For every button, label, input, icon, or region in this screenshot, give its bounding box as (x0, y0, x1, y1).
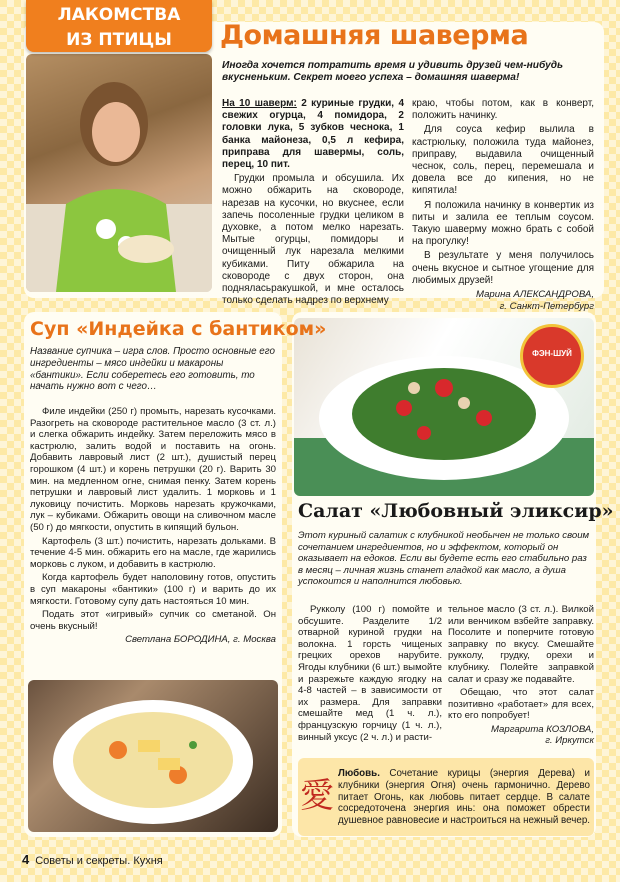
soup-p4: Подать этот «игривый» супчик со сметаной. Он очень вкусный! (30, 609, 276, 632)
soup-author: Светлана БОРОДИНА, г. Москва (125, 634, 276, 646)
magazine-name: Советы и секреты. Кухня (35, 855, 163, 867)
woman-illustration (26, 54, 212, 292)
page-number: 4 (22, 852, 30, 867)
soup-lead: Название супчика – игра слов. Просто основные его ингредиенты – мясо индейки и макароны «бантики». Если соберетесь его готовить, то начать нужно вот с чего… (30, 346, 275, 393)
salad-p1: Рукколу (100 г) помойте и обсушите. Разделите 1/2 отварной куриной грудки на волокна. 1 горсть чищеных грецких орехов нарубите. Ягоды клубники (6 шт.) вымойте и разрежьте каждую ягодку на 4-8 частей – в зависимости от их размера. Для заправки смешайте мед (1 ч. л.), французскую горчицу (1 ч. л.), винный уксус (2 ч. л.) и расти- (298, 604, 442, 743)
shaverma-p2: краю, чтобы потом, как в конверт, положить начинку. (412, 98, 594, 122)
salad-col-1 (298, 604, 442, 745)
page-title: Домашняя шаверма (220, 20, 529, 51)
shaverma-p3: Для соуса кефир вылила в кастрюльку, положила туда майонез, приправу, выдавила очищенный чеснок, соль, перец, перемешала и довела все до кипения, но не кипятила! (412, 124, 594, 197)
woman-photo (26, 54, 212, 292)
salad-p3: Обещаю, что этот салат позитивно «работает» для всех, кто его попробует! (448, 687, 594, 722)
shaverma-col-1 (222, 98, 404, 309)
soup-p2: Картофель (3 шт.) почистить, нарезать дольками. В течение 4-5 мин. обжарить его на масле, где жарились морковь с луком, и добавить в кастрюлю. (30, 535, 276, 570)
love-hieroglyph: 愛 (300, 776, 334, 816)
shaverma-col-2 (412, 98, 594, 312)
section-tag-line2: ИЗ ПТИЦЫ (66, 30, 172, 50)
salad-lead: Этот куриный салатик с клубникой необычен не только своим сочетанием ингредиентов, но и эффектом, который он оказывает на едоков. Если вы будете есть его стабильно раз в месяц – личная жизнь станет гладкой как масло, а душа успокоится и наполнится любовью. (298, 530, 590, 587)
shaverma-p4: Я положила начинку в конвертик из питы и залила ее теплым соусом. Такую шаверму можно брать с собой на прогулку! (412, 199, 594, 248)
salad-p2: тельное масло (3 ст. л.). Вилкой или венчиком взбейте заправку. Посолите и поперчите готовую заправку по вкусу. Смешайте рукколу, грудку, орехи и клубнику. Полейте заправкой салат и сразу же подавайте. (448, 604, 594, 685)
salad-author: Маргарита КОЗЛОВА, (490, 723, 594, 735)
feng-shui-badge: ФЭН-ШУЙ (520, 324, 584, 388)
section-tag (26, 0, 212, 52)
salad-city: г. Иркутск (545, 735, 594, 747)
salad-title: Салат «Любовный эликсир» (298, 500, 614, 522)
shaverma-p5: В результате у меня получилось очень вкусное и сытное угощение для любимых друзей! (412, 250, 594, 286)
soup-photo (28, 680, 278, 832)
shaverma-p1: Грудки промыла и обсушила. Их можно обжарить на сковороде, нарезав на кусочки, но вкуснее, если запечь посоленные грудки целиком в духовке, а потом мелко нарезать. Мытые огурцы, помидоры и очищенный лук нарезала мелкими кубиками. Питу обжарила на сковороде с двух сторон, она подняласьракушкой, и мне осталось только сделать надрез по верхнему (222, 173, 404, 307)
footer (22, 852, 163, 867)
shaverma-ingredients: На 10 шаверм: 2 куриные грудки, 4 свежих огурца, 4 помидора, 2 головки лука, 5 зубков чеснока, 1 банка майонеза, 0,5 л кефира, приправа для шавермы, соль, перец, 10 пит. (222, 98, 404, 171)
soup-p1: Филе индейки (250 г) промыть, нарезать кусочками. Разогреть на сковороде растительное масло (3 ст. л.) и слегка обжарить индейку. Затем переложить мясо в кастрюлю, залить водой и поставить на огонь. Добавить лавровый лист (2 шт.), душистый перец горошком (4 шт.) и корень петрушки (20 г). Варить 30 мин. на медленном огне, снимая пенку. Затем корень петрушки и лавровый лист удалить. 1 морковь и 1 луковицу почистить. Морковь нарезать кружочками, лук – кубиками. Обжарить овощи на сливочном масле (50 г) до мягкости, опустить в кипящий бульон. (30, 406, 276, 533)
shaverma-author: Марина АЛЕКСАНДРОВА, (475, 289, 594, 301)
love-note-text: Любовь. Сочетание курицы (энергия Дерева) и клубники (энергия Огня) очень гармонично. Дерево питает Огонь, как любовь питает сердце. В салате сосредоточена энергия инь: она поможет обрести душевное равновесие и настроиться на нежный вечер. (338, 768, 590, 827)
soup-illustration (28, 680, 278, 832)
salad-col-2 (448, 604, 594, 747)
soup-p3: Когда картофель будет наполовину готов, опустить в суп макароны «бантики» (100 г) и варить до их мягкости. Готовому супу дать настояться 10 мин. (30, 572, 276, 607)
soup-title: Суп «Индейка с бантиком» (30, 318, 327, 340)
shaverma-lead: Иногда хочется потратить время и удивить друзей чем-нибудь вкусненьким. Секрет моего успеха – домашняя шаверма! (222, 60, 564, 84)
shaverma-city: г. Санкт-Петербург (499, 300, 594, 312)
soup-body (30, 406, 276, 646)
section-tag-line1: ЛАКОМСТВА (57, 5, 181, 25)
